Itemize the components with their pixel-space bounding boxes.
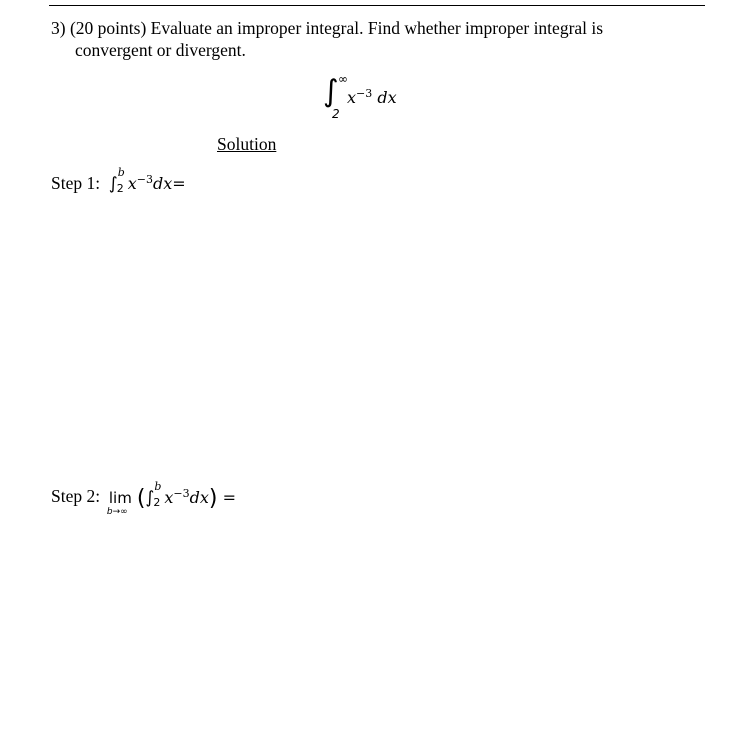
integral-sign: ∫ (145, 488, 155, 508)
step-2-expression: lim b→∞ (∫ b 2 $x^{-3}dx$) = (106, 479, 236, 517)
problem-line-1: 3) (20 points) Evaluate an improper integral. Find whether improper integral is (51, 18, 604, 38)
integrand: $x^{-3}$ dx (347, 87, 397, 107)
step-1-label: Step 1: (51, 173, 101, 193)
top-rule (49, 5, 705, 6)
step-1 (51, 165, 186, 195)
integral-upper-limit: ∞ (338, 72, 348, 86)
solution-heading: Solution (217, 134, 277, 154)
integral-sign: ∫ (323, 74, 339, 109)
step-1-expression: ∫ b 2 $x^{-3}dx=$ (108, 165, 186, 195)
limit-operator: lim b→∞ (106, 489, 132, 517)
integral-lower-limit: 2 (332, 107, 340, 121)
main-integral (323, 74, 423, 126)
problem-statement (51, 17, 711, 61)
problem-line-2: convergent or divergent. (75, 40, 246, 60)
step-2-label: Step 2: (51, 486, 101, 506)
step-2 (51, 479, 236, 517)
integral-sign: ∫ (108, 174, 118, 194)
